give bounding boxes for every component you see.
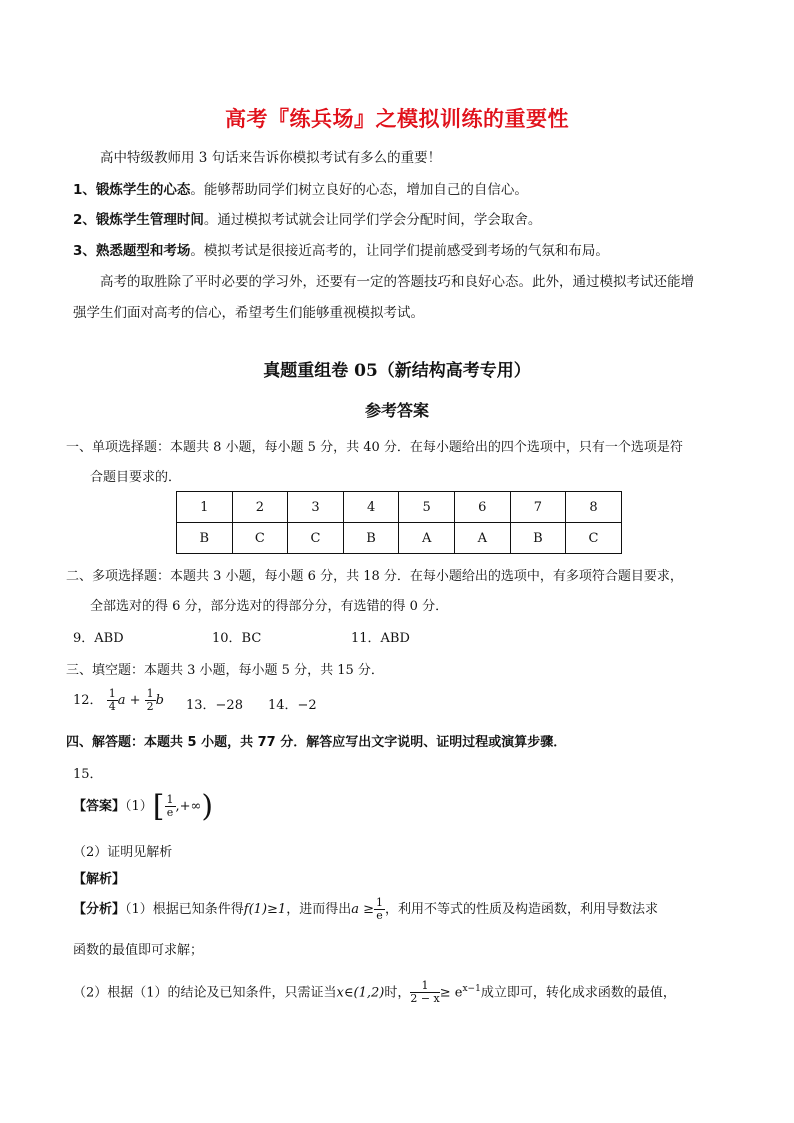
plus-sign: + [125, 693, 145, 708]
answer-q11: 11．ABD [351, 631, 410, 646]
fenxi-line-1 [73, 895, 658, 925]
answer-table [176, 491, 622, 554]
q15-label: 15． [73, 767, 103, 782]
right-paren: ) [201, 788, 214, 824]
table-cell: 7 [510, 492, 566, 523]
fraction [145, 688, 156, 713]
answer-part1-label: （1） [125, 799, 153, 814]
point-1 [73, 178, 528, 198]
point-2-num: 2、 [73, 212, 96, 228]
table-cell: B [343, 523, 399, 554]
fraction-numerator: 1 [108, 687, 116, 700]
vector-b: b [155, 693, 164, 708]
table-cell: 1 [177, 492, 233, 523]
section1-instruction-1: 一、单项选择题：本题共 8 小题，每小题 5 分，共 40 分．在每小题给出的四个选项中，只有一个选项是符 [66, 440, 683, 455]
fraction-numerator: 1 [146, 687, 154, 700]
section3-instruction: 三、填空题：本题共 3 小题，每小题 5 分，共 15 分． [66, 663, 384, 678]
table-cell: C [566, 523, 622, 554]
fenxi-line-3 [73, 972, 676, 1010]
fraction-numerator: 1 [410, 980, 439, 993]
table-cell: 2 [232, 492, 288, 523]
math-expression: a ≥ [351, 902, 374, 917]
point-3-bold: 熟悉题型和考场 [95, 243, 191, 259]
answer-part2: （2）证明见解析 [73, 845, 173, 860]
answer-label: 【答案】 [73, 799, 126, 814]
point-2-text: 。通过模拟考试就会让同学们学会分配时间，学会取舍。 [203, 212, 542, 228]
answer-q13: 13．−28 [186, 698, 243, 713]
table-cell: A [454, 523, 510, 554]
fenxi-text-2a: （2）根据（1）的结论及已知条件，只需证当 [73, 985, 337, 1001]
q15-answer [73, 790, 213, 824]
fenxi-text-2b: 时， [384, 985, 411, 1001]
table-cell: C [288, 523, 344, 554]
closing-line-2: 强学生们面对高考的信心，希望考生们能够重视模拟考试。 [73, 305, 424, 321]
fraction-denominator: 4 [108, 700, 116, 713]
exam-title: 真题重组卷 05（新结构高考专用） [263, 361, 531, 381]
fraction [410, 980, 439, 1005]
point-2-bold: 锻炼学生管理时间 [95, 212, 204, 228]
table-cell: 5 [399, 492, 455, 523]
fenxi-text-2c: 成立即可，转化成求函数的最值， [480, 985, 676, 1001]
fenxi-label: 【分析】 [73, 902, 126, 917]
math-expression: f(1)≥1 [243, 902, 287, 917]
page-title: 高考『练兵场』之模拟训练的重要性 [225, 107, 569, 131]
math-ge-e: ≥ e [439, 985, 463, 1001]
vector-a: a [117, 693, 126, 708]
fraction-denominator: 2 − x [410, 992, 440, 1006]
answer-q14: 14．−2 [268, 698, 317, 713]
left-bracket: [ [152, 788, 165, 824]
fraction [374, 897, 385, 922]
table-cell: 4 [343, 492, 399, 523]
section1-instruction-2: 合题目要求的． [90, 470, 182, 485]
point-3 [73, 239, 609, 259]
point-1-text: 。能够帮助同学们树立良好的心态，增加自己的自信心。 [190, 182, 528, 198]
table-cell: B [510, 523, 566, 554]
q12-label: 12． [73, 693, 103, 708]
answer-q12 [73, 686, 164, 716]
section2-instruction-2: 全部选对的得 6 分，部分选对的得部分分，有选错的得 0 分． [90, 599, 449, 614]
section2-instruction-1: 二、多项选择题：本题共 3 小题，每小题 6 分，共 18 分．在每小题给出的选项中，有多项符合题目要求， [66, 569, 683, 584]
fraction-numerator: 1 [375, 896, 383, 909]
math-expression: x∈(1,2) [336, 985, 385, 1001]
exam-subtitle: 参考答案 [364, 401, 429, 420]
table-cell: A [399, 523, 455, 554]
fraction-denominator: e [166, 806, 174, 819]
answer-table-number-row [177, 492, 622, 523]
fraction [107, 688, 118, 713]
answer-table-answer-row [177, 523, 622, 554]
table-cell: C [232, 523, 288, 554]
table-cell: 8 [566, 492, 622, 523]
table-cell: B [177, 523, 233, 554]
point-2 [73, 208, 541, 228]
point-1-bold: 锻炼学生的心态 [95, 182, 191, 198]
fraction-numerator: 1 [166, 793, 174, 806]
exponent: x−1 [462, 984, 481, 994]
closing-line-1: 高考的取胜除了平时必要的学习外，还要有一定的答题技巧和良好心态。此外，通过模拟考试还能增 [100, 274, 694, 290]
fenxi-line-2: 函数的最值即可求解； [73, 943, 204, 958]
table-cell: 3 [288, 492, 344, 523]
fraction-denominator: e [376, 909, 383, 922]
fenxi-text-1b: ，进而得出 [286, 902, 352, 917]
section4-instruction: 四、解答题：本题共 5 小题，共 77 分．解答应写出文字说明、证明过程或演算步骤． [66, 735, 567, 750]
analysis-label: 【解析】 [73, 872, 126, 887]
point-3-text: 。模拟考试是很接近高考的，让同学们提前感受到考场的气氛和布局。 [190, 243, 609, 259]
table-cell: 6 [454, 492, 510, 523]
fraction-denominator: 2 [146, 700, 154, 713]
point-3-num: 3、 [73, 243, 96, 259]
point-1-num: 1、 [73, 182, 96, 198]
answer-q9: 9．ABD [73, 631, 124, 646]
answer-q10: 10．BC [212, 631, 262, 646]
fenxi-text-1c: ，利用不等式的性质及构造函数，利用导数法求 [384, 902, 658, 917]
fraction [165, 794, 176, 819]
fenxi-text-1a: （1）根据已知条件得 [125, 902, 244, 917]
intro-text: 高中特级教师用 3 句话来告诉你模拟考试有多么的重要！ [100, 150, 442, 166]
interval-rest: ,+∞ [175, 799, 202, 814]
